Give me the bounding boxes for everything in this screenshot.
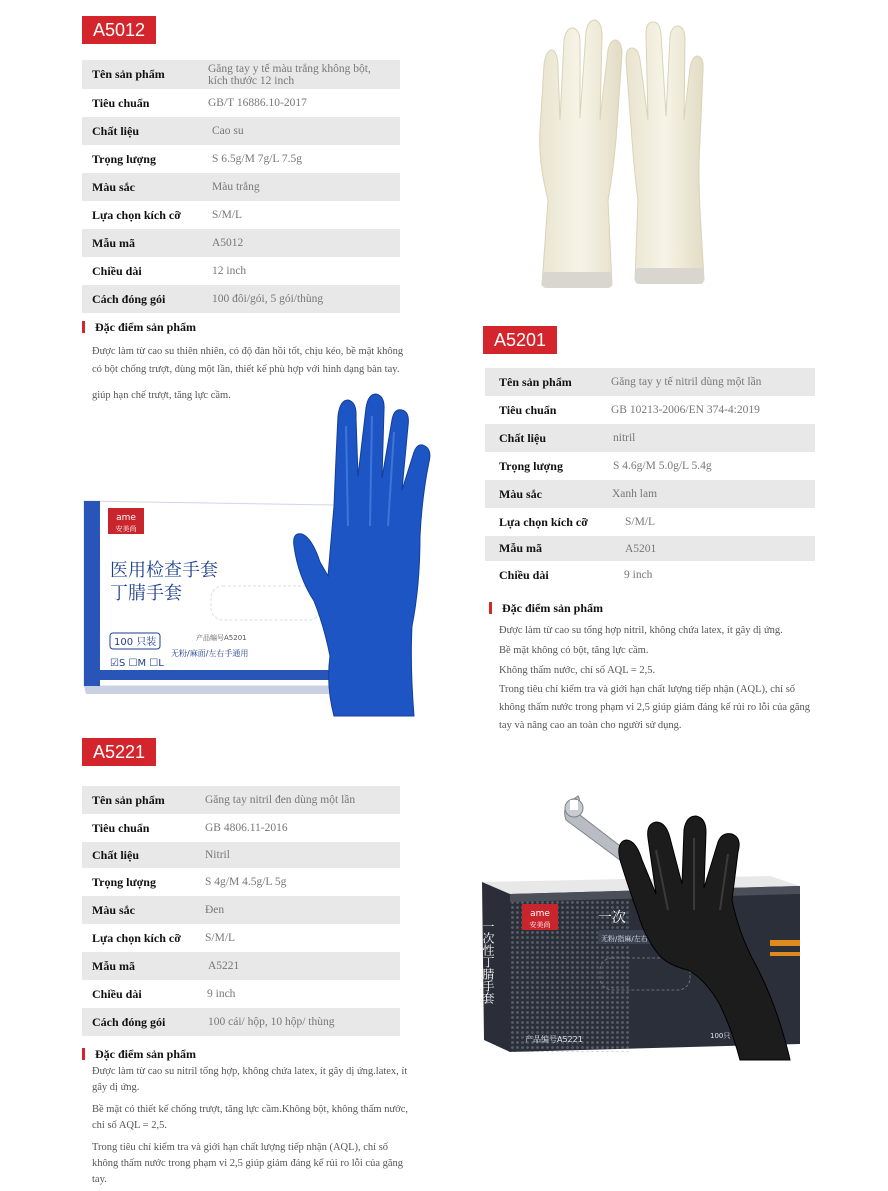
spec-table-a5221: [82, 786, 400, 1036]
spec-key: Tiêu chuẩn: [92, 820, 150, 835]
feature-paragraph: Không thấm nước, chỉ số AQL = 2,5.: [499, 665, 656, 676]
spec-key: Màu sắc: [92, 902, 135, 917]
spec-row: [82, 285, 400, 313]
spec-table-a5012: [82, 60, 400, 313]
spec-value: A5201: [625, 542, 657, 555]
feature-paragraph: Trong tiêu chí kiểm tra và giới hạn chất lượng tiếp nhận (AQL), chỉ số không thấm nước trong phạm vi 2,5 giúp giảm đáng kể rủi ro lỗi của găng tay.: [92, 1142, 404, 1185]
spec-key: Chất liệu: [499, 430, 547, 445]
spec-key: Chiều dài: [92, 986, 142, 1001]
spec-key: Mẫu mã: [92, 958, 135, 973]
spec-row: [82, 229, 400, 257]
spec-row: [485, 508, 815, 536]
feature-paragraph: Bề mặt có thiết kế chống trượt, tăng lực cầm.Không bột, không thấm nước, chỉ số AQL = 2,5.: [92, 1104, 408, 1131]
box-title-cn2: 丁腈手套: [110, 583, 182, 604]
spec-key: Chiều dài: [92, 263, 142, 278]
spec-row: [82, 924, 400, 952]
spec-value: 9 inch: [624, 569, 653, 581]
spec-row: [82, 117, 400, 145]
feature-paragraph: Được làm từ cao su nitril tổng hợp, không chứa latex, ít gây dị ứng.latex, ít gây dị ứng.: [92, 1066, 408, 1093]
spec-key: Lựa chọn kích cỡ: [92, 207, 181, 222]
spec-value: S 4g/M 4.5g/L 5g: [205, 876, 287, 888]
spec-value: S/M/L: [625, 516, 656, 528]
spec-value: nitril: [613, 432, 636, 444]
spec-key: Mẫu mã: [92, 235, 135, 250]
spec-row: [485, 368, 815, 396]
spec-key: Chiều dài: [499, 567, 549, 582]
spec-key: Lựa chọn kích cỡ: [499, 514, 588, 529]
feature-paragraph: Bề mặt không có bột, tăng lực cầm.: [499, 645, 649, 656]
box-title-cn1: 医用检查手套: [110, 560, 218, 581]
spec-value: 12 inch: [212, 265, 247, 277]
spec-value: GB 4806.11-2016: [205, 822, 288, 834]
spec-key: Trọng lượng: [92, 151, 156, 166]
feature-paragraph: Được làm từ cao su tổng hợp nitril, không chứa latex, ít gây dị ứng.: [499, 625, 783, 636]
spec-value: Màu trắng: [212, 181, 260, 193]
spec-row: [82, 868, 400, 896]
blue-glove-box-image: [76, 386, 436, 726]
spec-row: [82, 980, 400, 1008]
spec-value: A5221: [208, 960, 240, 972]
spec-row: [485, 561, 815, 589]
features-title-a5012: Đặc điểm sản phẩm: [82, 321, 196, 333]
spec-key: Tên sản phẩm: [92, 792, 165, 807]
spec-value: Nitril: [205, 849, 230, 861]
spec-value: S/M/L: [212, 209, 243, 221]
spec-row: [485, 396, 815, 424]
spec-value: 9 inch: [207, 988, 236, 1000]
box-code: 产品编号A5201: [196, 634, 247, 642]
model-tag-a5221: A5221: [82, 738, 156, 766]
brand-cn-text: 安美尚: [529, 921, 551, 929]
box-sizes: ☑S ☐M ☐L: [110, 658, 164, 669]
spec-row: [485, 424, 815, 452]
spec-key: Lựa chọn kích cỡ: [92, 930, 181, 945]
box-desc: 无粉/麻面/左右手通用: [171, 649, 249, 658]
spec-key: Chất liệu: [92, 847, 140, 862]
spec-key: Màu sắc: [499, 486, 542, 501]
features-title-a5201: Đặc điểm sản phẩm: [489, 602, 603, 614]
spec-value: Đen: [205, 904, 225, 916]
box-count: 100只: [710, 1032, 731, 1040]
box-side-title: 一次性丁腈手套: [481, 920, 495, 1004]
feature-paragraph: giúp hạn chế trượt, tăng lực cầm.: [92, 390, 231, 401]
brand-cn-text: 安美尚: [115, 525, 137, 533]
spec-value: Găng tay nitril đen dùng một lần: [205, 794, 356, 806]
spec-value: GB/T 16886.10-2017: [208, 97, 307, 109]
features-text-a5201: [499, 621, 819, 735]
box-front-title: 一次: [598, 910, 626, 926]
spec-value: S/M/L: [205, 932, 236, 944]
white-glove-image: [520, 10, 730, 300]
spec-value: A5012: [212, 237, 244, 249]
spec-row: [82, 201, 400, 229]
spec-key: Tiêu chuẩn: [499, 402, 557, 417]
spec-table-a5201: [485, 368, 815, 589]
spec-key: Tiêu chuẩn: [92, 95, 150, 110]
spec-key: Tên sản phẩm: [92, 67, 165, 81]
spec-row: [485, 452, 815, 480]
spec-row: [82, 1008, 400, 1036]
spec-value: Găng tay y tế màu trắng không bột, kích thước 12 inch: [208, 62, 371, 87]
spec-key: Màu sắc: [92, 179, 135, 194]
box-desc: 无粉/指麻/左右: [601, 935, 648, 943]
spec-key: Trọng lượng: [92, 874, 156, 889]
spec-key: Mẫu mã: [499, 541, 542, 555]
spec-row: [82, 952, 400, 980]
spec-value: Găng tay y tế nitril dùng một lần: [611, 376, 762, 388]
spec-row: [82, 257, 400, 285]
feature-paragraph: Được làm từ cao su thiên nhiên, có độ đàn hồi tốt, chịu kéo, bề mặt không có bột chống trượt, dùng một lần, thiết kế phù hợp với hình dạng bàn tay.: [92, 346, 404, 375]
model-tag-a5201: A5201: [483, 326, 557, 354]
spec-row: [82, 145, 400, 173]
spec-row: [82, 842, 400, 868]
spec-key: Tên sản phẩm: [499, 374, 572, 389]
spec-key: Cách đóng gói: [92, 291, 166, 306]
spec-value: Xanh lam: [612, 488, 658, 500]
spec-value: S 4.6g/M 5.0g/L 5.4g: [613, 460, 712, 472]
features-title-a5221: Đặc điểm sản phẩm: [82, 1048, 196, 1060]
spec-row: [485, 480, 815, 508]
spec-row: [82, 89, 400, 117]
spec-value: Cao su: [212, 125, 244, 137]
spec-key: Cách đóng gói: [92, 1014, 166, 1029]
spec-value: 100 đôi/gói, 5 gói/thùng: [212, 293, 324, 305]
model-tag-a5012: A5012: [82, 16, 156, 44]
spec-key: Chất liệu: [92, 123, 140, 138]
box-count: 100 只装: [114, 637, 157, 648]
feature-paragraph: Trong tiêu chí kiểm tra và giới hạn chất lượng tiếp nhận (AQL), chỉ số không thấm nước trong phạm vi 2,5 giúp giảm đáng kể rủi ro lỗi của găng tay và nâng cao an toàn cho người sử dụng.: [499, 684, 811, 731]
spec-key: Trọng lượng: [499, 458, 563, 473]
spec-row: [82, 814, 400, 842]
black-glove-box-image: [470, 790, 810, 1070]
box-code: 产品编号A5221: [525, 1035, 583, 1044]
spec-row: [485, 536, 815, 561]
brand-logo-text: ame: [116, 513, 136, 523]
spec-value: GB 10213-2006/EN 374-4:2019: [611, 404, 760, 416]
spec-row: [82, 60, 400, 89]
spec-row: [82, 786, 400, 814]
spec-row: [82, 173, 400, 201]
spec-value: 100 cái/ hộp, 10 hộp/ thùng: [208, 1016, 335, 1028]
brand-logo-text: ame: [530, 909, 550, 919]
features-text-a5221: [92, 1064, 410, 1188]
spec-value: S 6.5g/M 7g/L 7.5g: [212, 153, 302, 165]
spec-row: [82, 896, 400, 924]
